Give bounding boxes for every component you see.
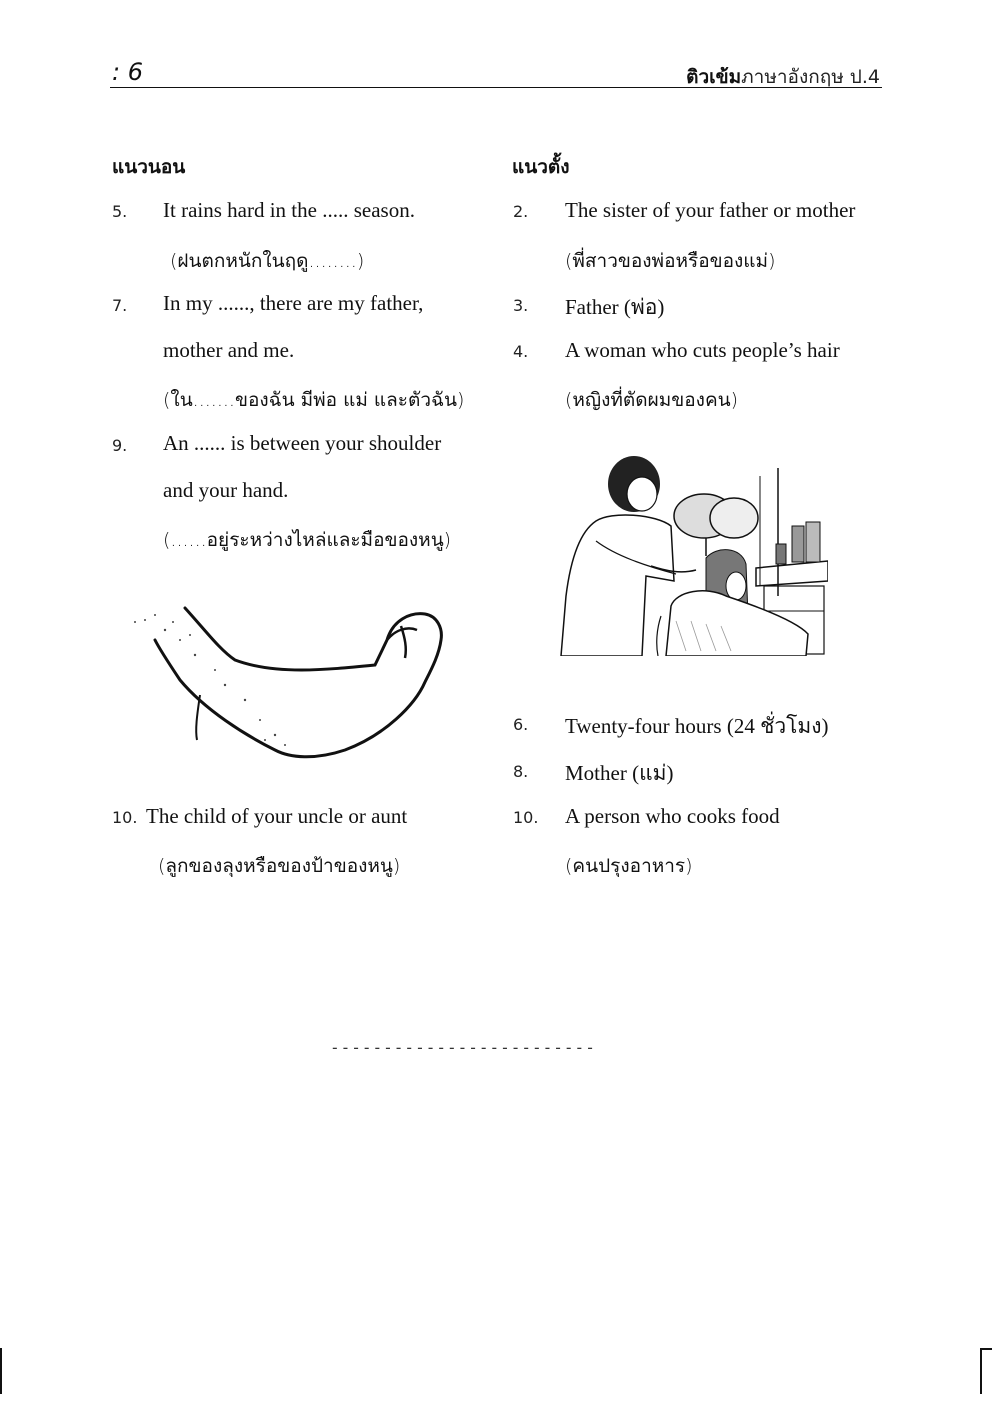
clue-translation: (ใน.......ของฉัน มีพ่อ แม่ และตัวฉัน) (163, 389, 465, 411)
crop-mark-right-top (980, 1348, 992, 1350)
clue-number: 7. (112, 296, 128, 315)
clue-number: 6. (513, 715, 529, 734)
clue-translation: (ฝนตกหนักในฤดู........) (170, 250, 365, 272)
clue-text: Mother (แม่) (565, 761, 674, 785)
running-title-light: ภาษาอังกฤษ ป.4 (741, 66, 880, 88)
clue-text: Father (พ่อ) (565, 295, 665, 319)
clue-translation: (พี่สาวของพ่อหรือของแม่) (565, 250, 776, 272)
clue-text: It rains hard in the ..... season. (163, 198, 415, 222)
clue-translation: (คนปรุงอาหาร) (565, 855, 693, 877)
clue-number: 10. (513, 808, 539, 827)
crop-mark-right (980, 1348, 982, 1394)
clue-text: A person who cooks food (565, 804, 780, 828)
clue-number: 3. (513, 296, 529, 315)
down-heading: แนวตั้ง (512, 156, 570, 178)
header-divider (110, 87, 882, 88)
running-title-bold: ติวเข้ม (686, 66, 742, 88)
page-number: : 6 (112, 58, 143, 86)
clue-number: 4. (513, 342, 529, 361)
clue-text: The child of your uncle or aunt (146, 804, 408, 828)
clue-translation: (......อยู่ระหว่างไหล่และมือของหนู) (163, 529, 452, 551)
clue-text: and your hand. (163, 478, 289, 502)
clue-number: 5. (112, 202, 128, 221)
clue-text: mother and me. (163, 338, 295, 362)
clue-text: Twenty-four hours (24 ชั่วโมง) (565, 714, 829, 738)
clue-number: 9. (112, 436, 128, 455)
hairdresser-illustration (556, 446, 828, 656)
clue-number: 8. (513, 762, 529, 781)
clue-text: In my ......, there are my father, (163, 291, 424, 315)
clue-number: 2. (513, 202, 529, 221)
clue-translation: (ลูกของลุงหรือของป้าของหนู) (158, 855, 401, 877)
clue-text: An ...... is between your shoulder (163, 431, 442, 455)
clue-translation: (หญิงที่ตัดผมของคน) (565, 389, 739, 411)
clue-number: 10. (112, 808, 138, 827)
clue-text: The sister of your father or mother (565, 198, 856, 222)
section-divider: ------------------------- (330, 1038, 596, 1057)
arm-illustration (125, 600, 455, 765)
across-heading: แนวนอน (112, 156, 186, 178)
crop-mark-left (0, 1348, 2, 1394)
clue-text: A woman who cuts people’s hair (565, 338, 840, 362)
